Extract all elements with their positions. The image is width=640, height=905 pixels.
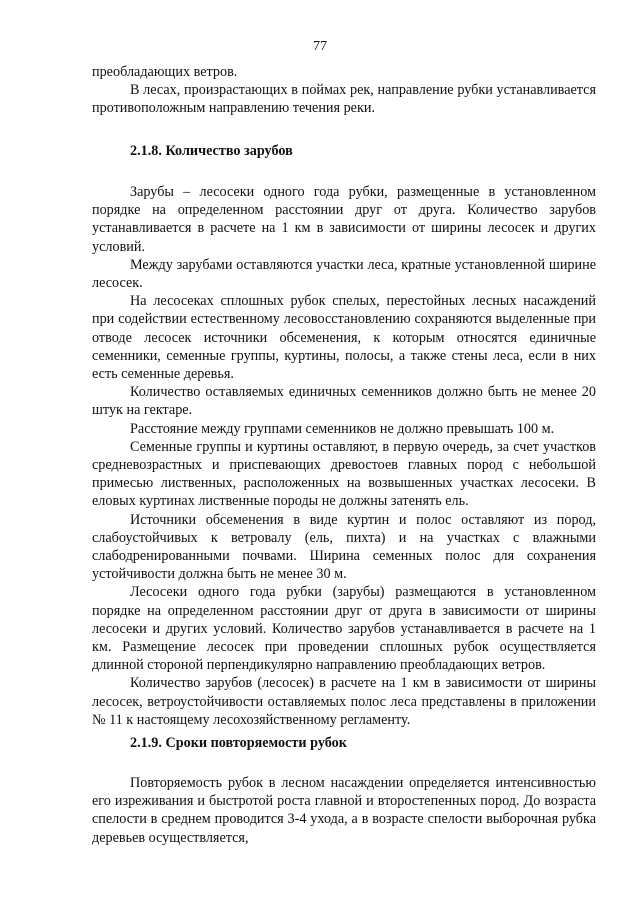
paragraph: В лесах, произрастающих в поймах рек, направление рубки устанавливается противоположным направлению течения реки. (92, 82, 596, 117)
paragraph: Количество зарубов (лесосек) в расчете на 1 км в зависимости от ширины лесосек, ветроустойчивости оставляемых полос леса представлены в приложении № 11 к настоящему лесохозяйственному регламенту. (92, 675, 596, 728)
paragraph: Повторяемость рубок в лесном насаждении определяется интенсивностью его изреживания и быстротой роста главной и второстепенных пород. До возраста спелости в среднем проводится 3-4 ухода, а в возрасте спелости выборочная рубка деревьев осуществляется, (92, 775, 596, 846)
paragraph: Лесосеки одного года рубки (зарубы) размещаются в установленном порядке на определенном расстоянии друг от друга в зависимости от ширины лесосеки и других условий. Количество зарубов устанавливается в расчете на 1 км. Размещение лесосек при проведении сплошных рубок осуществляется длинной стороной перпендикулярно направлению преобладающих ветров. (92, 584, 596, 674)
paragraph: преобладающих ветров. (92, 64, 238, 80)
section-2-1-9-body (92, 774, 596, 847)
paragraph: Между зарубами оставляются участки леса, кратные установленной ширине лесосек. (92, 256, 596, 292)
paragraph: Зарубы – лесосеки одного года рубки, размещенные в установленном порядке на определенном расстоянии друг от друга. Количество зарубов устанавливается в расчете на 1 км в зависимости от ширины лесосек и других условий. (92, 184, 596, 255)
section-heading-2-1-8: 2.1.8. Количество зарубов (130, 143, 293, 159)
page-number: 77 (313, 39, 327, 54)
paragraph: На лесосеках сплошных рубок спелых, перестойных лесных насаждений при содействии естественному лесовосстановлению сохраняются выделенные при отводе лесосек источники обсеменения, к которым относятся единичные семенники, семенные группы, куртины, полосы, а также стены леса, если в них есть семенные деревья. (92, 293, 596, 383)
intro-text (92, 63, 596, 118)
paragraph: Расстояние между группами семенников не должно превышать 100 м. (130, 420, 555, 437)
section-heading-2-1-9: 2.1.9. Сроки повторяемости рубок (130, 735, 347, 751)
paragraph: Источники обсеменения в виде куртин и полос оставляют из пород, слабоустойчивых к ветровалу (ель, пихта) и на участках с влажными слабодренированными почвами. Ширина семенных полос для сохранения устойчивости должна быть не менее 30 м. (92, 511, 596, 583)
section-2-1-8-body (92, 183, 596, 729)
paragraph: Семенные группы и куртины оставляют, в первую очередь, за счет участков средневозрастных и приспевающих древостоев главных пород с небольшой примесью лиственных, расположенных на возвышенных участках лесосеки. В еловых куртинах лиственные породы не должны затенять ель. (92, 438, 596, 510)
paragraph: Количество оставляемых единичных семенников должно быть не менее 20 штук на гектаре. (92, 384, 596, 419)
